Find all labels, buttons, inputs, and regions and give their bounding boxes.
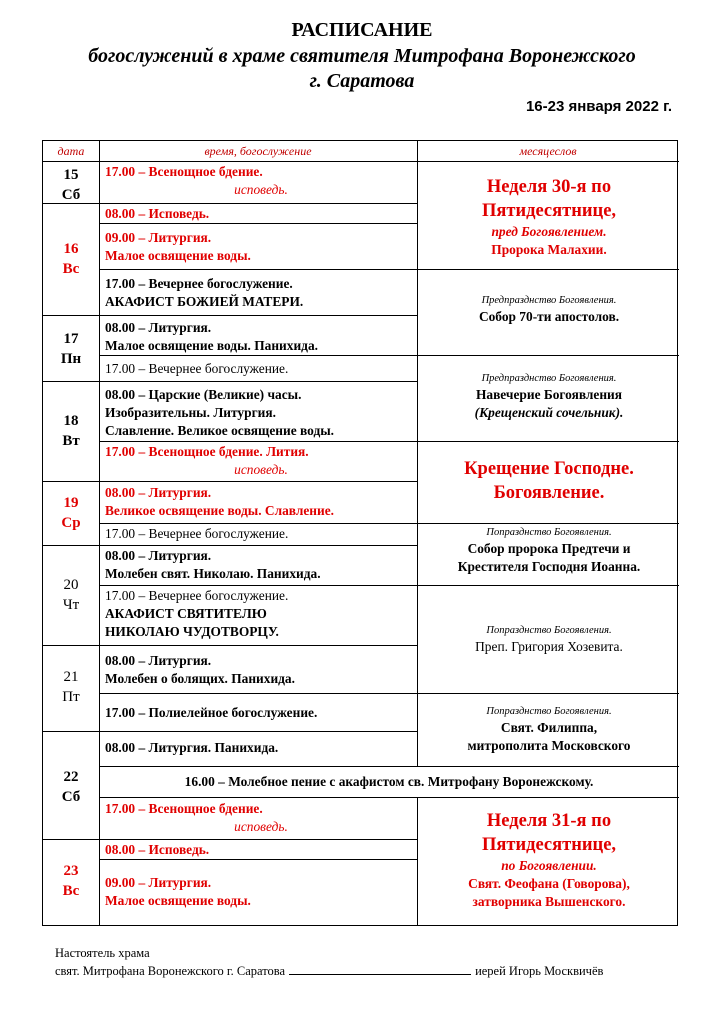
divider bbox=[99, 315, 417, 316]
divider bbox=[99, 523, 679, 524]
divider bbox=[417, 797, 418, 925]
divider bbox=[43, 545, 99, 546]
calendar-20: Попразднство Богоявления. Собор пророка Предтечи и Крестителя Господня Иоанна. bbox=[457, 527, 641, 574]
divider bbox=[43, 381, 99, 382]
calendar-21: Попразднство Богоявления. Преп. Григория Хозевита. bbox=[475, 625, 623, 654]
footer-signature bbox=[55, 944, 603, 980]
service-23-liturgy: 09.00 – Литургия. Малое освящение воды. bbox=[105, 875, 251, 908]
service-18-vigil: 17.00 – Всенощное бдение. Лития. исповедь. bbox=[105, 444, 309, 477]
divider bbox=[43, 481, 99, 482]
calendar-18: Предпразднство Богоявления. Навечерие Богоявления (Крещенский сочельник). bbox=[474, 373, 624, 420]
divider bbox=[99, 766, 679, 767]
calendar-22: Попразднство Богоявления. Свят. Филиппа, митрополита Московского bbox=[467, 706, 631, 753]
schedule-dates: 16-23 января 2022 г. bbox=[525, 98, 672, 115]
divider bbox=[99, 731, 417, 732]
day-16: 16 Вс bbox=[62, 241, 80, 277]
service-22-vigil: 17.00 – Всенощное бдение. исповедь. bbox=[105, 801, 288, 834]
service-17-evening: 17.00 – Вечернее богослужение. bbox=[105, 361, 289, 376]
header-date: дата bbox=[57, 144, 85, 158]
divider bbox=[99, 381, 417, 382]
service-23-confession: 08.00 – Исповедь. bbox=[105, 842, 210, 857]
divider bbox=[99, 203, 417, 204]
divider bbox=[99, 797, 679, 798]
service-21-polyeleos: 17.00 – Полиелейное богослужение. bbox=[105, 705, 318, 720]
day-18: 18 Вт bbox=[62, 413, 80, 449]
service-15-vigil: 17.00 – Всенощное бдение. исповедь. bbox=[105, 164, 288, 197]
divider bbox=[99, 859, 417, 860]
header-time: время, богослужение bbox=[204, 144, 312, 158]
header-calendar: месяцеслов bbox=[519, 144, 577, 158]
divider bbox=[99, 645, 417, 646]
schedule-table bbox=[42, 140, 678, 926]
divider bbox=[99, 839, 417, 840]
day-22: 22 Сб bbox=[61, 769, 81, 805]
day-20: 20 Чт bbox=[62, 577, 80, 613]
divider bbox=[99, 355, 679, 356]
service-17-liturgy: 08.00 – Литургия. Малое освящение воды. Панихида. bbox=[105, 320, 319, 353]
signature-line bbox=[289, 962, 471, 975]
divider bbox=[99, 141, 100, 925]
service-18-hours: 08.00 – Царские (Великие) часы. Изобразительны. Литургия. Славление. Великое освящение воды. bbox=[105, 387, 335, 438]
divider bbox=[43, 645, 99, 646]
divider bbox=[417, 141, 418, 766]
day-23: 23 Вс bbox=[62, 863, 80, 899]
day-17: 17 Пн bbox=[60, 331, 82, 367]
subtitle-line-2: г. Саратова bbox=[309, 70, 415, 92]
day-19: 19 Ср bbox=[61, 495, 81, 531]
footer-priest-name: иерей Игорь Москвичёв bbox=[475, 964, 604, 978]
divider bbox=[99, 693, 679, 694]
calendar-theophany: Крещение Господне. Богоявление. bbox=[464, 459, 634, 503]
footer-line-1: Настоятель храма bbox=[55, 946, 150, 960]
service-22-liturgy: 08.00 – Литургия. Панихида. bbox=[105, 740, 279, 755]
service-16-evening: 17.00 – Вечернее богослужение. АКАФИСТ БОЖИЕЙ МАТЕРИ. bbox=[105, 276, 304, 309]
service-19-liturgy: 08.00 – Литургия. Великое освящение воды. Славление. bbox=[105, 485, 335, 518]
service-22-moleben: 16.00 – Молебное пение с акафистом св. Митрофану Воронежскому. bbox=[184, 774, 594, 789]
page-title: РАСПИСАНИЕ bbox=[291, 19, 433, 41]
divider bbox=[99, 269, 679, 270]
divider bbox=[43, 161, 679, 162]
footer-church-name: свят. Митрофана Воронежского г. Саратова bbox=[55, 964, 286, 978]
divider bbox=[99, 441, 679, 442]
subtitle-line-1: богослужений в храме святителя Митрофана Воронежского bbox=[88, 45, 636, 67]
day-21: 21 Пт bbox=[62, 669, 80, 705]
divider bbox=[99, 545, 417, 546]
calendar-week-30: Неделя 30-я по Пятидесятнице, пред Богоявлением. Пророка Малахии. bbox=[481, 177, 617, 257]
divider bbox=[99, 481, 417, 482]
divider bbox=[43, 315, 99, 316]
service-19-evening: 17.00 – Вечернее богослужение. bbox=[105, 526, 289, 541]
service-20-evening: 17.00 – Вечернее богослужение. АКАФИСТ СВЯТИТЕЛЮ НИКОЛАЮ ЧУДОТВОРЦУ. bbox=[105, 588, 289, 639]
service-21-liturgy: 08.00 – Литургия. Молебен о болящих. Панихида. bbox=[105, 653, 295, 686]
divider bbox=[43, 731, 99, 732]
divider bbox=[43, 839, 99, 840]
divider bbox=[99, 223, 417, 224]
calendar-week-31: Неделя 31-я по Пятидесятнице, по Богоявлении. Свят. Феофана (Говорова), затворника Вышенского. bbox=[468, 811, 630, 909]
divider bbox=[99, 585, 679, 586]
page-subtitle bbox=[0, 44, 724, 94]
footer-line-2 bbox=[55, 962, 603, 980]
service-16-liturgy: 09.00 – Литургия. Малое освящение воды. bbox=[105, 230, 251, 263]
service-16-confession: 08.00 – Исповедь. bbox=[105, 206, 210, 221]
calendar-17: Предпразднство Богоявления. Собор 70-ти апостолов. bbox=[478, 295, 620, 324]
day-15: 15 Сб bbox=[61, 167, 81, 203]
service-20-liturgy: 08.00 – Литургия. Молебен свят. Николаю. Панихида. bbox=[105, 548, 321, 581]
